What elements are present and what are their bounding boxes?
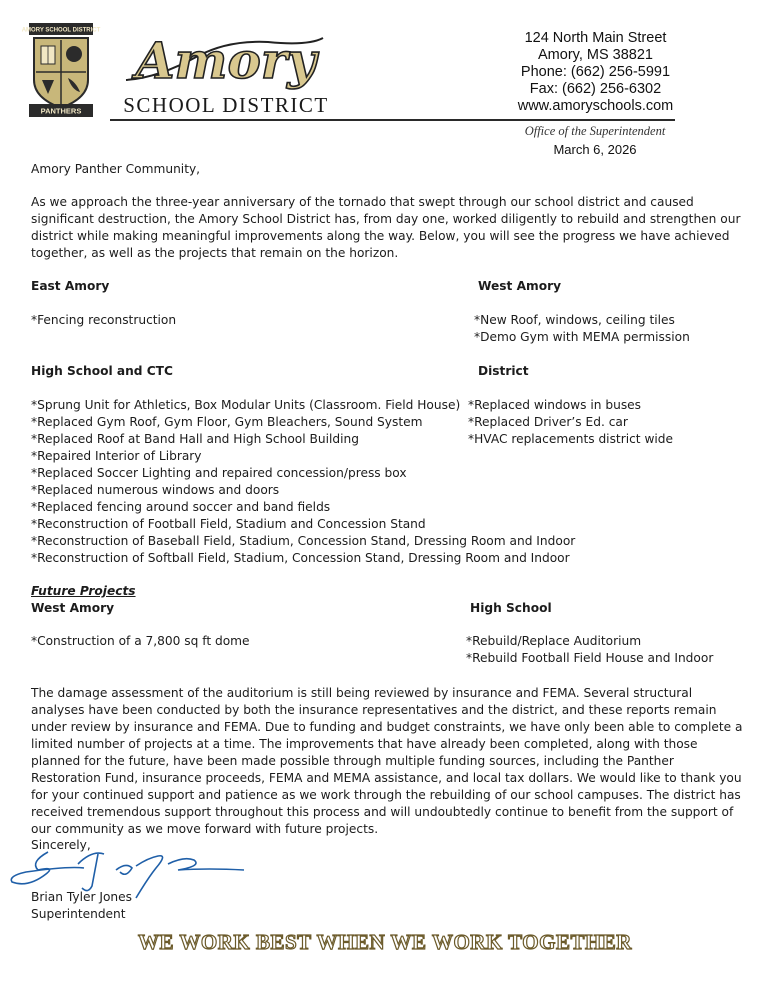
list-item: *Reconstruction of Football Field, Stadium and Concession Stand [31,517,426,531]
list-item: *New Roof, windows, ceiling tiles [474,313,675,327]
svg-text:AMORY SCHOOL DISTRICT: AMORY SCHOOL DISTRICT [21,27,101,34]
high-school-ctc-heading: High School and CTC [31,364,173,378]
svg-text:SCHOOL DISTRICT: SCHOOL DISTRICT [123,93,329,117]
west-amory-list [474,312,690,346]
list-item: *Sprung Unit for Athletics, Box Modular Units (Classroom. Field House) [31,398,461,412]
district-heading: District [478,364,529,378]
district-motto: WE WORK BEST WHEN WE WORK TOGETHER [138,930,632,954]
fax-number: Fax: (662) 256-6302 [529,81,662,97]
list-item: *Replaced Roof at Band Hall and High School Building [31,432,359,446]
list-item: *Replaced Soccer Lighting and repaired concession/press box [31,466,407,480]
letter-date: March 6, 2026 [553,142,637,157]
sign-off: Sincerely, [31,838,91,852]
future-projects-heading: Future Projects [31,584,136,598]
phone-number: Phone: (662) 256-5991 [520,64,671,80]
closing-paragraph: The damage assessment of the auditorium is still being reviewed by insurance and FEMA. Several structural analyses have been conducted by both the insurance representatives and the district, and these reports remain under review by insurance and FEMA. Due to funding and budget constraints, we have only been able to complete a limited number of projects at a time. The improvements that have already been completed, along with those planned for the future, have been made possible through multiple funding sources, including the Panther Restoration Fund, insurance proceeds, FEMA and MEMA assistance, and local tax dollars. We would like to thank you for your continued support and patience as we work through the rebuilding of our school campuses. The district has received tremendous support throughout this process and will undoubtedly continue to benefit from the support of our community as we move forward with future projects. [31,686,743,836]
future-high-school-list [466,633,713,667]
website-link[interactable]: www.amoryschools.com [517,98,674,114]
future-high-school-heading: High School [470,601,552,615]
list-item: *HVAC replacements district wide [468,432,674,446]
amory-school-district-wordmark [118,20,333,118]
city-state-zip: Amory, MS 38821 [538,47,653,63]
list-item: *Reconstruction of Baseball Field, Stadium, Concession Stand, Dressing Room and Indoor [31,534,576,548]
list-item: *Reconstruction of Softball Field, Stadium, Concession Stand, Dressing Room and Indoor [31,551,570,565]
signer-title: Superintendent [31,907,126,921]
letterhead-divider [110,119,675,121]
future-west-amory-heading: West Amory [31,601,115,615]
list-item: *Rebuild Football Field House and Indoor [466,651,714,665]
list-item: *Rebuild/Replace Auditorium [466,634,642,648]
svg-text:Amory: Amory [135,31,317,90]
west-amory-heading: West Amory [478,279,562,293]
office-of-superintendent: Office of the Superintendent [524,124,666,138]
list-item: *Replaced fencing around soccer and band fields [31,500,331,514]
list-item: *Replaced windows in buses [468,398,642,412]
list-item: *Fencing reconstruction [31,313,177,327]
list-item: *Construction of a 7,800 sq ft dome [31,634,250,648]
list-item: *Replaced Gym Roof, Gym Floor, Gym Bleachers, Sound System [31,415,423,429]
east-amory-heading: East Amory [31,279,110,293]
list-item: *Repaired Interior of Library [31,449,202,463]
intro-paragraph: As we approach the three-year anniversary of the tornado that swept through our school district and caused significant destruction, the Amory School District has, from day one, worked diligently to rebuild and strengthen our district while making meaningful improvements along the way. Below, you will see the progress we have achieved together, as well as the projects that remain on the horizon. [31,195,741,260]
salutation: Amory Panther Community, [31,162,201,176]
east-amory-list [31,312,176,329]
district-crest-logo [21,22,101,118]
list-item: *Replaced Driver’s Ed. car [468,415,628,429]
future-west-amory-list [31,633,250,650]
signer-name: Brian Tyler Jones [31,890,132,904]
list-item: *Replaced numerous windows and doors [31,483,280,497]
district-list [468,397,673,448]
list-item: *Demo Gym with MEMA permission [474,330,690,344]
svg-text:PANTHERS: PANTHERS [40,106,82,116]
street-address: 124 North Main Street [524,30,667,46]
district-address-block [508,30,683,115]
